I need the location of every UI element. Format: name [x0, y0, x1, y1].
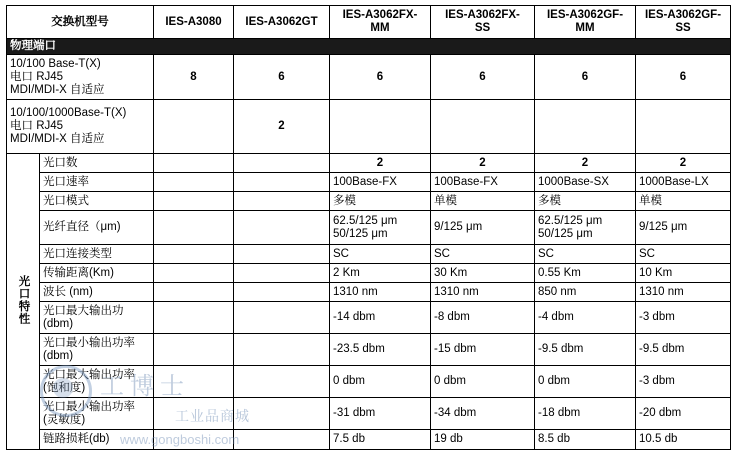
empty-cell [234, 302, 330, 334]
optical-value-cell: -9.5 dbm [636, 334, 731, 366]
optical-value-cell: 2 [431, 154, 535, 173]
optical-value-cell: 8.5 db [535, 430, 636, 450]
optical-value-cell: 7.5 db [330, 430, 431, 450]
empty-cell [154, 211, 234, 245]
empty-cell [154, 366, 234, 398]
port-label: 10/100/1000Base-T(X) 电口 RJ45 MDI/MDI-X 自适应 [7, 100, 154, 154]
optical-value-cell: 1310 nm [330, 283, 431, 302]
port-count-cell [636, 100, 731, 154]
empty-cell [154, 264, 234, 283]
empty-cell [154, 302, 234, 334]
empty-cell [154, 154, 234, 173]
optical-value-cell: 多模 [330, 192, 431, 211]
optical-value-cell: 2 [330, 154, 431, 173]
empty-cell [234, 334, 330, 366]
watermark-url: www.gongboshi.com [120, 432, 240, 447]
optical-value-cell: -31 dbm [330, 398, 431, 430]
table-row [7, 398, 731, 430]
port-label: 10/100 Base-T(X) 电口 RJ45 MDI/MDI-X 自适应 [7, 55, 154, 100]
section-label-optical: 光口特性 [7, 154, 40, 450]
optical-value-cell: SC [330, 245, 431, 264]
optical-value-cell: 2 [636, 154, 731, 173]
optical-value-cell: 62.5/125 μm 50/125 μm [330, 211, 431, 245]
optical-property-label: 光口最小输出功率 (灵敏度) [40, 398, 154, 430]
model-header: IES-A3062GF- SS [636, 6, 731, 39]
optical-value-cell: 1000Base-LX [636, 173, 731, 192]
port-count-cell: 6 [234, 55, 330, 100]
table-row [7, 100, 731, 154]
empty-cell [154, 173, 234, 192]
empty-cell [154, 283, 234, 302]
optical-value-cell: 0 dbm [330, 366, 431, 398]
optical-value-cell: -34 dbm [431, 398, 535, 430]
port-count-cell: 6 [636, 55, 731, 100]
empty-cell [234, 211, 330, 245]
section-header-physical: 物理端口 [7, 39, 731, 55]
model-header: IES-A3062GF- MM [535, 6, 636, 39]
table-row [7, 366, 731, 398]
optical-property-label: 光口连接类型 [40, 245, 154, 264]
optical-value-cell: -9.5 dbm [535, 334, 636, 366]
optical-value-cell: 19 db [431, 430, 535, 450]
optical-value-cell: 30 Km [431, 264, 535, 283]
optical-value-cell: 0.55 Km [535, 264, 636, 283]
model-header: IES-A3080 [154, 6, 234, 39]
empty-cell [154, 398, 234, 430]
watermark-brand: 工博士 [100, 372, 190, 400]
port-count-cell [535, 100, 636, 154]
optical-value-cell: 1000Base-SX [535, 173, 636, 192]
optical-value-cell: SC [535, 245, 636, 264]
optical-value-cell: 9/125 μm [636, 211, 731, 245]
optical-property-label: 光口数 [40, 154, 154, 173]
empty-cell [234, 366, 330, 398]
model-header: IES-A3062GT [234, 6, 330, 39]
watermark-slogan: 工业品商城 [175, 408, 250, 424]
table-row [7, 334, 731, 366]
port-count-cell: 2 [234, 100, 330, 154]
optical-value-cell: -8 dbm [431, 302, 535, 334]
optical-value-cell: 100Base-FX [431, 173, 535, 192]
optical-value-cell: -3 dbm [636, 366, 731, 398]
table-row [7, 302, 731, 334]
optical-value-cell: 10 Km [636, 264, 731, 283]
port-count-cell [154, 100, 234, 154]
optical-value-cell: SC [431, 245, 535, 264]
optical-value-cell: 9/125 μm [431, 211, 535, 245]
optical-value-cell: -23.5 dbm [330, 334, 431, 366]
optical-value-cell: 单模 [636, 192, 731, 211]
optical-value-cell: -14 dbm [330, 302, 431, 334]
empty-cell [234, 245, 330, 264]
optical-value-cell: -3 dbm [636, 302, 731, 334]
optical-value-cell: 850 nm [535, 283, 636, 302]
optical-value-cell: -18 dbm [535, 398, 636, 430]
empty-cell [234, 283, 330, 302]
optical-value-cell: -20 dbm [636, 398, 731, 430]
optical-value-cell: -15 dbm [431, 334, 535, 366]
empty-cell [154, 245, 234, 264]
model-header: IES-A3062FX- SS [431, 6, 535, 39]
optical-value-cell: 10.5 db [636, 430, 731, 450]
optical-value-cell: 1310 nm [431, 283, 535, 302]
table-row [7, 211, 731, 245]
optical-value-cell: 0 dbm [535, 366, 636, 398]
model-header: IES-A3062FX- MM [330, 6, 431, 39]
empty-cell [234, 154, 330, 173]
optical-property-label: 传输距离(Km) [40, 264, 154, 283]
table-row [7, 173, 731, 192]
empty-cell [154, 430, 234, 450]
empty-cell [154, 192, 234, 211]
optical-value-cell: 1310 nm [636, 283, 731, 302]
table-row [7, 154, 731, 173]
table-row [7, 264, 731, 283]
table-row [7, 430, 731, 450]
spec-table [6, 5, 731, 450]
port-count-cell: 8 [154, 55, 234, 100]
port-count-cell [431, 100, 535, 154]
port-count-cell: 6 [330, 55, 431, 100]
optical-value-cell: 0 dbm [431, 366, 535, 398]
port-count-cell: 6 [535, 55, 636, 100]
model-label: 交换机型号 [7, 6, 154, 39]
empty-cell [154, 334, 234, 366]
optical-value-cell: 62.5/125 μm 50/125 μm [535, 211, 636, 245]
optical-property-label: 光纤直径（μm) [40, 211, 154, 245]
optical-value-cell: 100Base-FX [330, 173, 431, 192]
table-row [7, 283, 731, 302]
optical-value-cell: 多模 [535, 192, 636, 211]
empty-cell [234, 173, 330, 192]
optical-property-label: 链路损耗(db) [40, 430, 154, 450]
optical-value-cell: -4 dbm [535, 302, 636, 334]
optical-value-cell: SC [636, 245, 731, 264]
optical-value-cell: 单模 [431, 192, 535, 211]
optical-property-label: 光口最大输出功率 (饱和度) [40, 366, 154, 398]
optical-property-label: 光口最小输出功率 (dbm) [40, 334, 154, 366]
table-row [7, 55, 731, 100]
table-row [7, 245, 731, 264]
optical-property-label: 光口模式 [40, 192, 154, 211]
optical-property-label: 光口速率 [40, 173, 154, 192]
empty-cell [234, 192, 330, 211]
header-row [7, 6, 731, 39]
empty-cell [234, 398, 330, 430]
port-count-cell [330, 100, 431, 154]
table-row [7, 192, 731, 211]
empty-cell [234, 430, 330, 450]
optical-value-cell: 2 [535, 154, 636, 173]
port-count-cell: 6 [431, 55, 535, 100]
optical-value-cell: 2 Km [330, 264, 431, 283]
optical-property-label: 光口最大输出功 (dbm) [40, 302, 154, 334]
optical-property-label: 波长 (nm) [40, 283, 154, 302]
empty-cell [234, 264, 330, 283]
